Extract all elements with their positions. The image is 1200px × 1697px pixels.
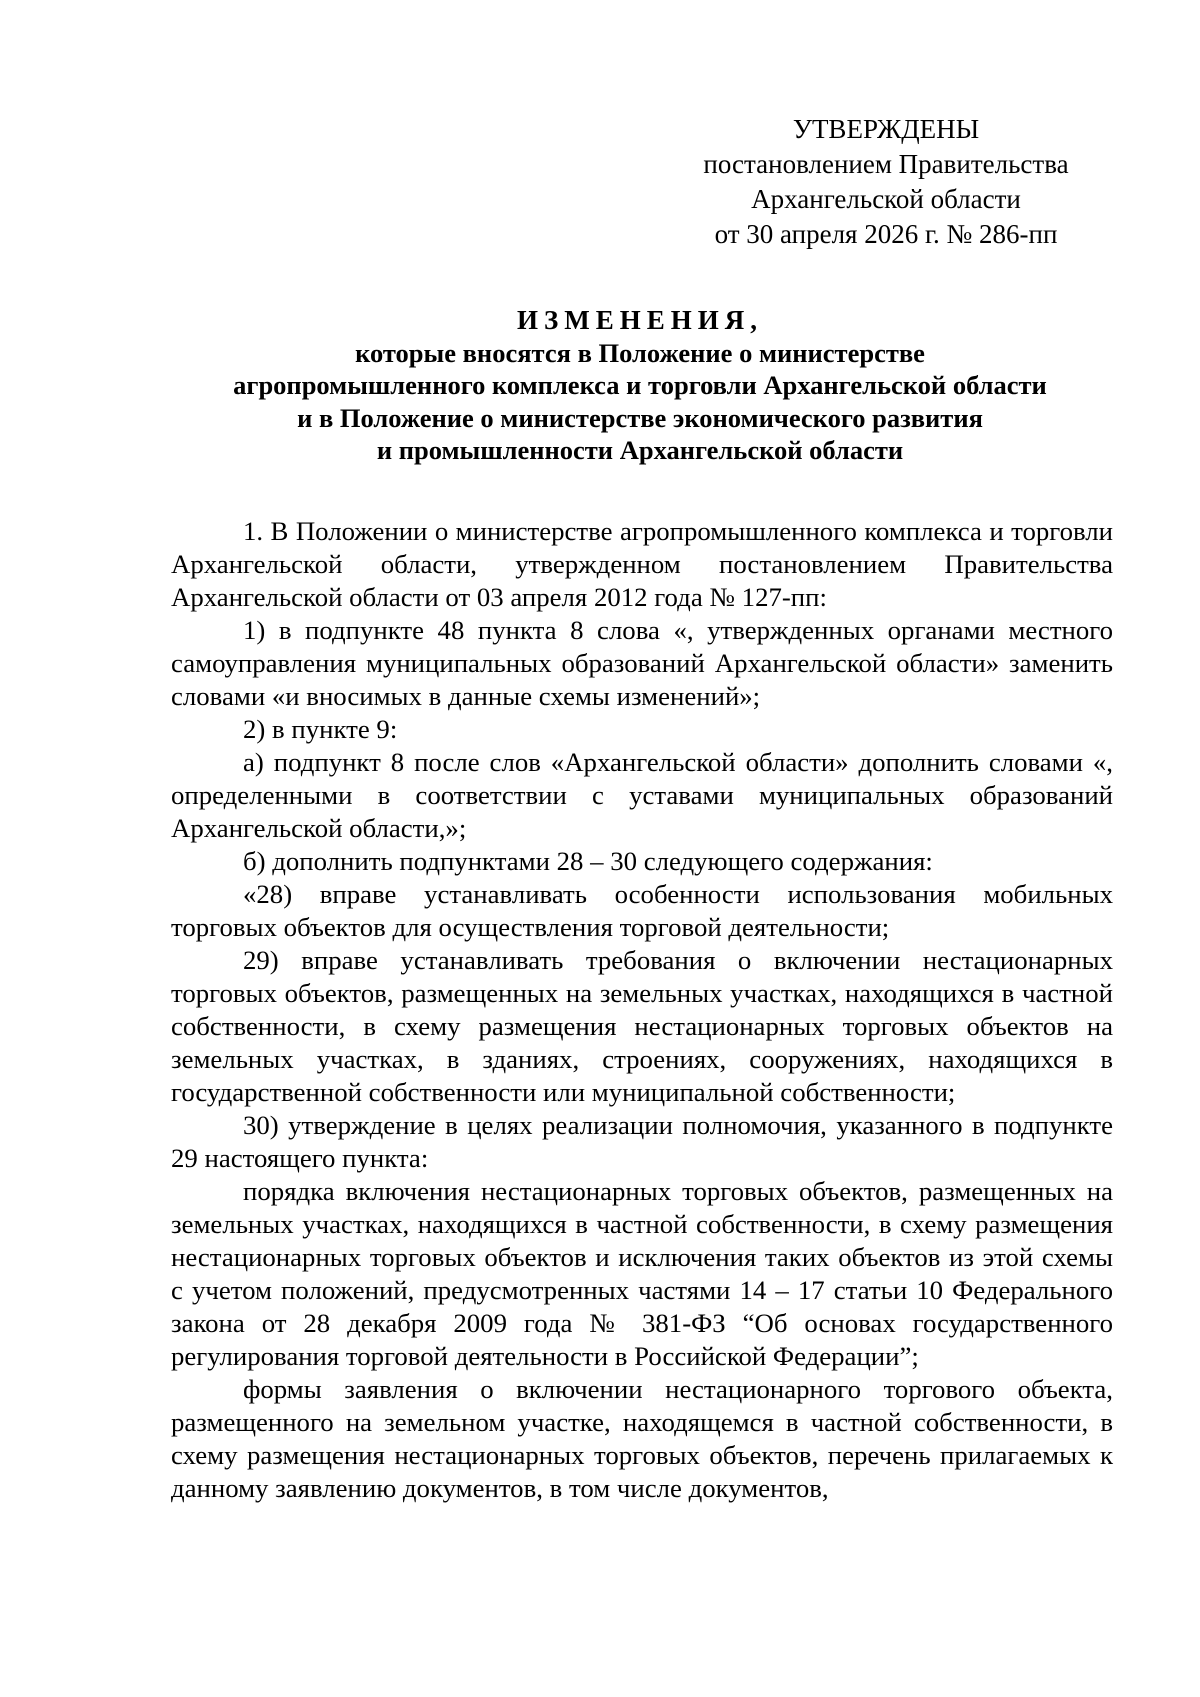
title-line: которые вносятся в Положение о министерстве bbox=[355, 337, 925, 368]
approval-line-date-number: от 30 апреля 2026 г. № 286-пп bbox=[714, 219, 1058, 249]
document-title bbox=[160, 304, 1120, 467]
paragraph: 2) в пункте 9: bbox=[243, 714, 398, 744]
title-heading: ИЗМЕНЕНИЯ, bbox=[516, 305, 763, 335]
title-line: и в Положение о министерстве экономического развития bbox=[297, 402, 983, 433]
approval-line-region: Архангельской области bbox=[751, 184, 1021, 214]
approval-line-resolution: постановлением Правительства bbox=[703, 149, 1069, 179]
paragraph: 1) в подпункте 48 пункта 8 слова «, утвержденных органами местного самоуправления муниципальных образований Архангельской области» заменить словами «и вносимых в данные схемы изменений»; bbox=[171, 615, 1113, 711]
paragraph: б) дополнить подпунктами 28 – 30 следующего содержания: bbox=[243, 846, 933, 876]
approval-stamp bbox=[700, 112, 1072, 252]
document-body bbox=[171, 515, 1113, 1505]
paragraph: порядка включения нестационарных торговых объектов, размещенных на земельных участках, находящихся в частной собственности, в схему размещения нестационарных торговых объектов и исключения таких объектов из этой схемы с учетом положений, предусмотренных частями 14 – 17 статьи 10 Федерального закона от 28 декабря 2009 года № 381-ФЗ “Об основах государственного регулирования торговой деятельности в Российской Федерации”; bbox=[171, 1176, 1113, 1371]
approval-line-approved: УТВЕРЖДЕНЫ bbox=[792, 114, 980, 144]
paragraph: а) подпункт 8 после слов «Архангельской области» дополнить словами «, определенными в соответствии с уставами муниципальных образований Архангельской области,»; bbox=[171, 747, 1113, 843]
paragraph: «28) вправе устанавливать особенности использования мобильных торговых объектов для осуществления торговой деятельности; bbox=[171, 879, 1113, 942]
paragraph: 29) вправе устанавливать требования о включении нестационарных торговых объектов, размещенных на земельных участках, находящихся в частной собственности, в схему размещения нестационарных торговых объектов на земельных участках, в зданиях, строениях, сооружениях, находящихся в государственной собственности или муниципальной собственности; bbox=[171, 945, 1113, 1107]
paragraph: формы заявления о включении нестационарного торгового объекта, размещенного на земельном участке, находящемся в частной собственности, в схему размещения нестационарных торговых объектов, перечень прилагаемых к данному заявлению документов, в том числе документов, bbox=[171, 1374, 1113, 1503]
paragraph: 30) утверждение в целях реализации полномочия, указанного в подпункте 29 настоящего пункта: bbox=[171, 1110, 1113, 1173]
title-line: и промышленности Архангельской области bbox=[376, 435, 904, 465]
paragraph: 1. В Положении о министерстве агропромышленного комплекса и торговли Архангельской области, утвержденном постановлением Правительства Архангельской области от 03 апреля 2012 года № 127-пп: bbox=[171, 516, 1113, 612]
title-line: агропромышленного комплекса и торговли Архангельской области bbox=[233, 370, 1047, 400]
